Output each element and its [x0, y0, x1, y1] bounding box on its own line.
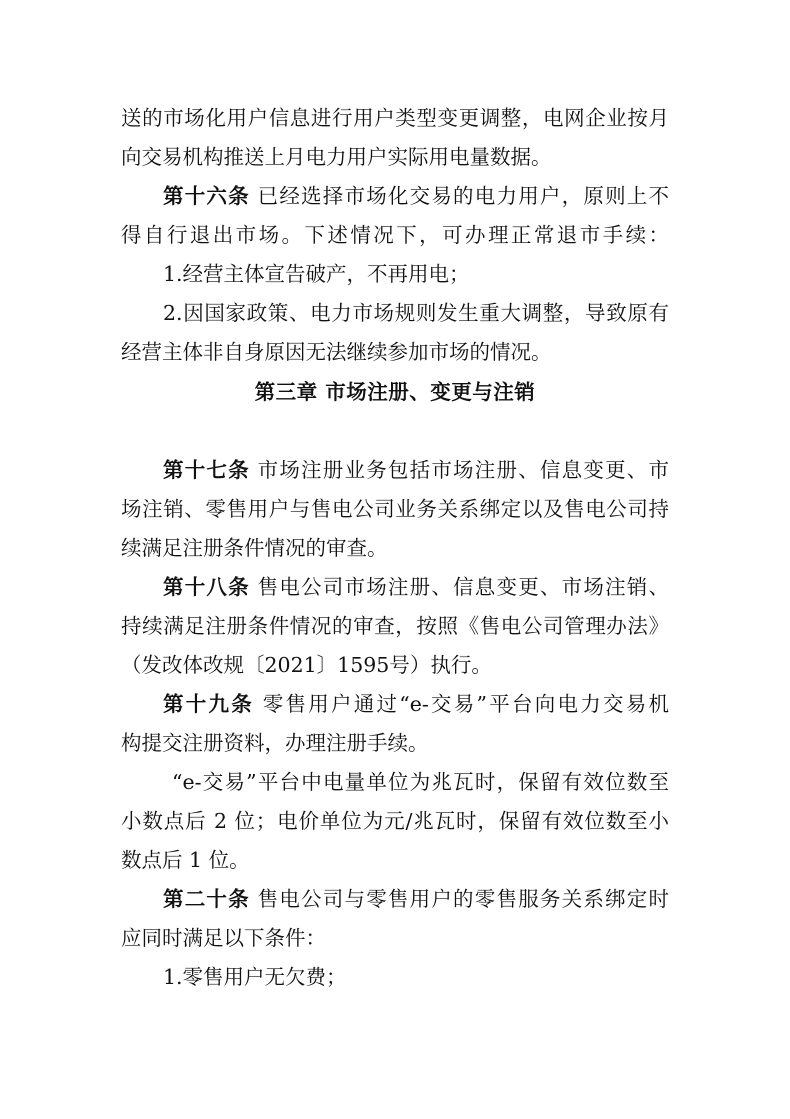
chapter-heading: 第三章 市场注册、变更与注销 — [254, 380, 536, 404]
article-17-label: 第十七条 — [163, 458, 250, 482]
paragraph-line: 经营主体非自身原因无法继续参加市场的情况。 — [121, 340, 552, 364]
paragraph-line: “e-交易”平台中电量单位为兆瓦时，保留有效位数至 — [172, 770, 669, 794]
article-20-label: 第二十条 — [163, 887, 250, 911]
paragraph-line: 小数点后 2 位；电价单位为元/兆瓦时，保留有效位数至小 — [121, 809, 669, 833]
article-17-line — [163, 456, 669, 484]
article-17-text: 市场注册业务包括市场注册、信息变更、市 — [257, 458, 669, 482]
paragraph-line: 持续满足注册条件情况的审查，按照《售电公司管理办法》 — [121, 614, 669, 638]
article-16-line — [163, 182, 669, 210]
paragraph-line: 续满足注册条件情况的审查。 — [121, 536, 388, 560]
article-19-text: 零售用户通过“e-交易”平台向电力交易机 — [262, 692, 669, 716]
paragraph-line: 得自行退出市场。下述情况下，可办理正常退市手续： — [121, 223, 669, 247]
paragraph-line: （发改体改规〔2021〕1595号）执行。 — [121, 653, 492, 677]
list-item: 1.经营主体宣告破产，不再用电； — [163, 262, 470, 286]
paragraph-line: 应同时满足以下条件： — [121, 926, 326, 950]
paragraph-line: 场注销、零售用户与售电公司业务关系绑定以及售电公司持 — [121, 497, 669, 521]
article-18-text: 售电公司市场注册、信息变更、市场注销、 — [257, 575, 669, 599]
article-16-text: 已经选择市场化交易的电力用户，原则上不 — [257, 184, 669, 208]
paragraph-line: 向交易机构推送上月电力用户实际用电量数据。 — [121, 145, 552, 169]
article-20-text: 售电公司与零售用户的零售服务关系绑定时 — [257, 887, 669, 911]
list-item: 1.零售用户无欠费； — [163, 965, 347, 989]
article-19-line — [163, 690, 669, 718]
article-18-line — [163, 573, 669, 601]
paragraph-line: 数点后 1 位。 — [121, 848, 250, 872]
paragraph-line: 构提交注册资料，办理注册手续。 — [121, 731, 429, 755]
article-20-line — [163, 885, 669, 913]
article-16-label: 第十六条 — [163, 184, 250, 208]
article-19-label: 第十九条 — [163, 692, 254, 716]
paragraph-line: 送的市场化用户信息进行用户类型变更调整，电网企业按月 — [121, 106, 669, 130]
list-item: 2.因国家政策、电力市场规则发生重大调整，导致原有 — [163, 301, 669, 325]
article-18-label: 第十八条 — [163, 575, 250, 599]
